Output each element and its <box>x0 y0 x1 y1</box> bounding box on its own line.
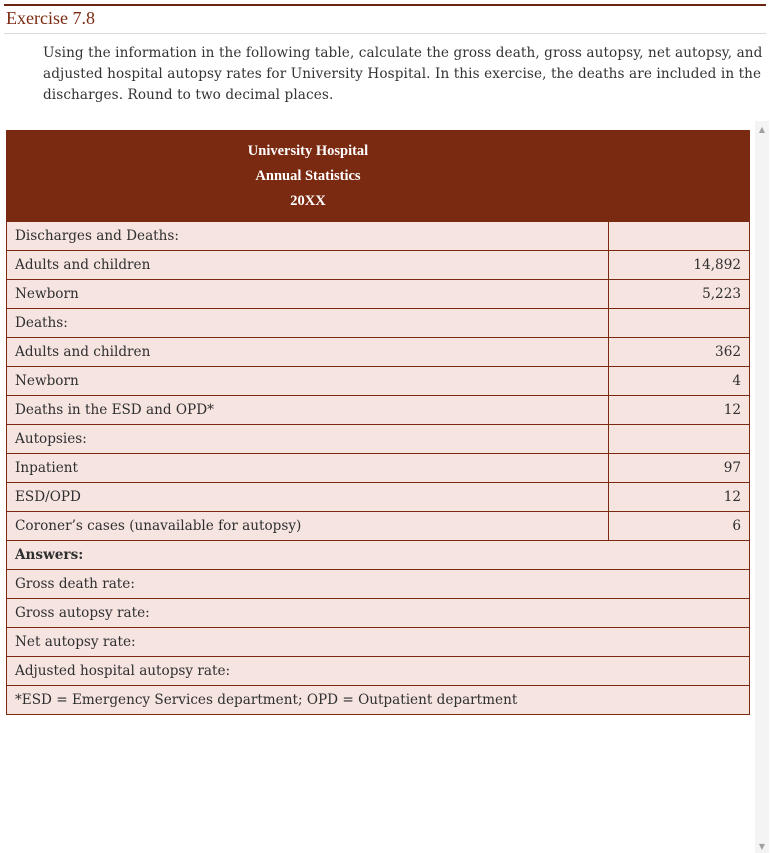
row-label: Discharges and Deaths: <box>7 222 609 251</box>
statistics-table <box>6 130 750 715</box>
row-value: 6 <box>609 512 750 541</box>
vertical-scrollbar[interactable] <box>755 121 769 853</box>
answer-gross-autopsy-rate[interactable] <box>7 599 750 628</box>
answer-net-autopsy-rate[interactable] <box>7 628 750 657</box>
table-row <box>7 483 750 512</box>
table-row <box>7 367 750 396</box>
table-row <box>7 425 750 454</box>
row-label: Newborn <box>7 367 609 396</box>
answers-heading <box>7 541 750 570</box>
answer-adjusted-autopsy-rate[interactable] <box>7 657 750 686</box>
row-label: Adults and children <box>7 338 609 367</box>
row-label: Deaths in the ESD and OPD* <box>7 396 609 425</box>
title-divider <box>4 33 766 34</box>
row-value: 12 <box>609 396 750 425</box>
answer-row-adjusted-autopsy <box>7 657 750 686</box>
answer-label: Gross death rate: <box>15 576 135 592</box>
row-value: 4 <box>609 367 750 396</box>
answer-row-gross-autopsy <box>7 599 750 628</box>
row-label: Newborn <box>7 280 609 309</box>
table-row <box>7 251 750 280</box>
row-label: Inpatient <box>7 454 609 483</box>
scroll-down-arrow-icon[interactable]: ▼ <box>758 842 766 851</box>
row-label: ESD/OPD <box>7 483 609 512</box>
row-label: Autopsies: <box>7 425 609 454</box>
answer-label: Gross autopsy rate: <box>15 605 150 621</box>
footnote-row <box>7 686 750 715</box>
row-value: 12 <box>609 483 750 512</box>
answer-label: Net autopsy rate: <box>15 634 136 650</box>
row-label: Adults and children <box>7 251 609 280</box>
answers-heading-text: Answers: <box>15 547 84 563</box>
exercise-title: Exercise 7.8 <box>6 8 95 28</box>
row-value: 97 <box>609 454 750 483</box>
header-line-year: 20XX <box>290 192 326 209</box>
table-row <box>7 396 750 425</box>
table-row <box>7 222 750 251</box>
row-value: 362 <box>609 338 750 367</box>
table-row <box>7 338 750 367</box>
table-row <box>7 309 750 338</box>
row-label: Coroner’s cases (unavailable for autopsy) <box>7 512 609 541</box>
row-value <box>609 222 750 251</box>
answer-label: Adjusted hospital autopsy rate: <box>15 663 231 679</box>
top-rule <box>4 4 766 6</box>
table-header <box>7 131 750 222</box>
answer-row-net-autopsy <box>7 628 750 657</box>
row-value: 5,223 <box>609 280 750 309</box>
row-value <box>609 425 750 454</box>
answers-heading-row <box>7 541 750 570</box>
answer-gross-death-rate[interactable] <box>7 570 750 599</box>
footnote: *ESD = Emergency Services department; OPD = Outpatient department <box>7 686 750 715</box>
header-line-statistics: Annual Statistics <box>255 167 361 184</box>
table-row <box>7 454 750 483</box>
row-value <box>609 309 750 338</box>
answer-row-gross-death <box>7 570 750 599</box>
header-line-hospital: University Hospital <box>247 142 369 159</box>
table-header-row <box>7 131 750 222</box>
scroll-up-arrow-icon[interactable]: ▲ <box>758 125 766 134</box>
table-row <box>7 280 750 309</box>
table-row <box>7 512 750 541</box>
exercise-instructions: Using the information in the following table, calculate the gross death, gross autopsy, net autopsy, and adjusted hospital autopsy rates for University Hospital. In this exercise, the deaths are included in the discharges. Round to two decimal places. <box>43 45 763 103</box>
row-label: Deaths: <box>7 309 609 338</box>
row-value: 14,892 <box>609 251 750 280</box>
